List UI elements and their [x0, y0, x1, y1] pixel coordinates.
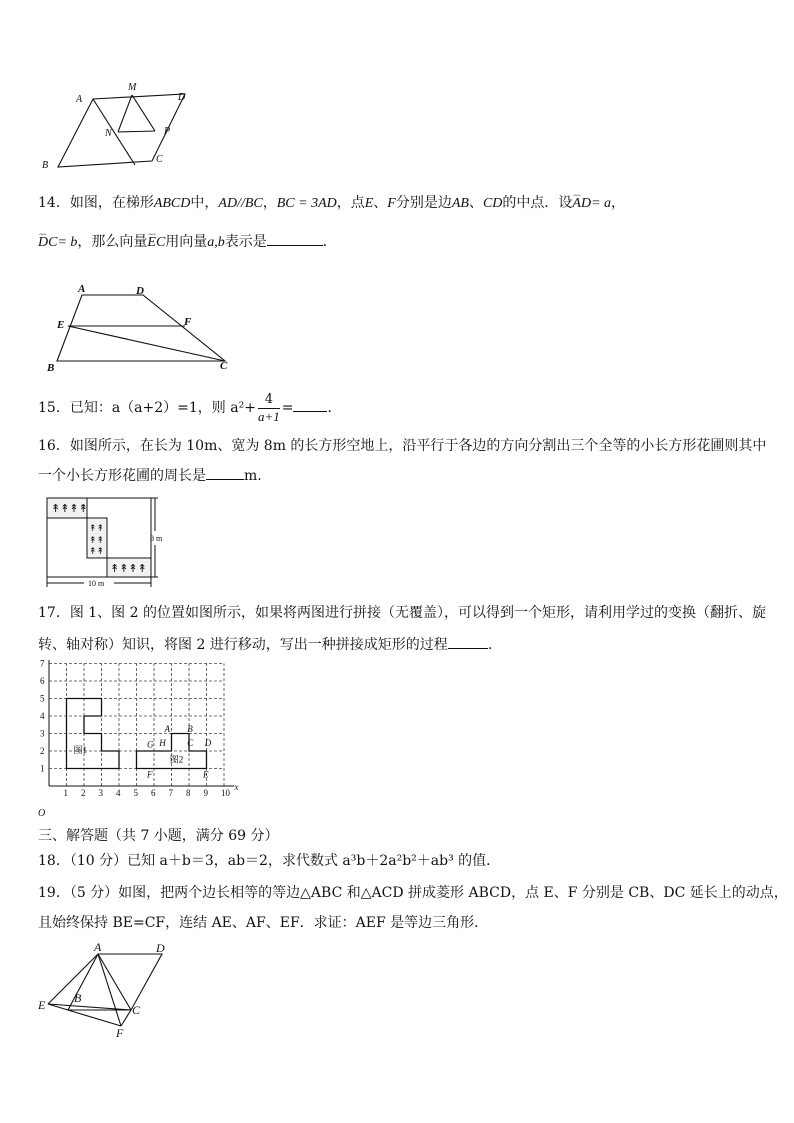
q14-text: ． [322, 234, 337, 250]
point-label-A: A [164, 723, 170, 734]
q14-text: 表示是 [224, 234, 267, 250]
label-E: E [57, 319, 65, 331]
x-tick-label: 9 [203, 788, 208, 798]
point-label-D: D [204, 737, 212, 748]
answer-blank[interactable] [267, 233, 323, 246]
svg-text:↟↟↟↟: ↟↟↟↟ [110, 563, 147, 575]
q16-text: 一个小长方形花圃的周长是 [38, 468, 206, 484]
figure-q19-rhombus [36, 940, 176, 1040]
q14-eq-b: = b [57, 235, 78, 250]
figure-q16-garden [38, 495, 178, 591]
q17-text: . [487, 637, 493, 653]
point-label-C: C [187, 737, 194, 748]
q14-text: 中， [190, 195, 219, 211]
answer-blank[interactable] [448, 636, 488, 649]
svg-text:↟↟: ↟↟ [89, 535, 105, 545]
q14-vectors-ab: a,b [207, 235, 225, 250]
point-label-G: G [147, 739, 154, 750]
label-D: D [136, 285, 144, 297]
question-16-line2 [38, 466, 262, 486]
x-tick-label: 6 [151, 788, 156, 798]
label-A: A [78, 283, 86, 295]
label-D: D [156, 941, 165, 955]
figure-q13-parallelogram [38, 78, 198, 178]
label-F: F [184, 316, 192, 328]
label-E: E [38, 998, 46, 1012]
question-18: 18．（10 分）已知 a＋b＝3，ab＝2，求代数式 a³b＋2a²b²＋ab³ 的值． [38, 853, 501, 869]
q14-vector-ec: ⌢⌢ EC [147, 233, 165, 253]
svg-text:↟↟: ↟↟ [89, 523, 105, 533]
x-tick-label: 4 [116, 788, 121, 798]
question-19-line1: 19．（5 分）如图，把两个边长相等的等边△ABC 和△ACD 拼成菱形 ABCD，点 E、F 分别是 CB、DC 延长上的动点， [38, 885, 788, 901]
figure-2-label: 图2 [169, 754, 184, 765]
figure-1-label: 图1 [73, 744, 88, 755]
origin-label: O [38, 808, 46, 819]
section-3-heading: 三、解答题（共 7 小题，满分 69 分） [38, 828, 279, 844]
question-17-line2 [38, 635, 492, 655]
fraction-numerator: 4 [258, 392, 280, 409]
q14-text: ， [262, 195, 277, 211]
x-axis-label: x [234, 782, 239, 792]
point-label-B: B [187, 723, 193, 734]
q15-text: ． [327, 400, 342, 416]
point-label-H: H [159, 737, 166, 748]
q14-vector-ad: ⌢⌢ AD [572, 194, 591, 214]
q14-relation: BC = 3AD [276, 196, 337, 211]
label-N: N [105, 128, 112, 139]
q14-text: 、 [468, 195, 483, 211]
answer-blank[interactable] [206, 467, 244, 480]
point-label-F: F [147, 769, 153, 780]
question-16-line1: 16．如图所示，在长为 10m、宽为 8m 的长方形空地上，沿平行于各边的方向分割出三个全等的小长方形花圃则其中 [38, 438, 767, 454]
question-19-line2: 且始终保持 BE=CF，连结 AE、AF、EF．求证：AEF 是等边三角形． [38, 915, 489, 931]
label-B: B [74, 991, 82, 1005]
label-C: C [132, 1003, 141, 1017]
figure-q14-trapezoid [38, 280, 238, 376]
label-D: D [178, 92, 186, 103]
svg-text:↟↟↟↟: ↟↟↟↟ [51, 503, 88, 515]
q14-f: F [387, 196, 396, 211]
label-F: F [116, 1026, 124, 1040]
q14-cd: CD [482, 196, 503, 211]
q14-parallel: AD//BC [218, 196, 263, 211]
q14-ab: AB [451, 196, 469, 211]
question-14-line2 [38, 232, 337, 253]
x-tick-label: 3 [98, 788, 103, 798]
q15-text: 15．已知：a（a+2）=1，则 a²+ [38, 400, 256, 416]
y-tick-label: 6 [40, 676, 45, 686]
question-14-line1 [38, 193, 625, 214]
label-B: B [47, 362, 55, 374]
q14-text: 14．如图，在梯形 [38, 195, 154, 211]
q14-text: ， [611, 195, 626, 211]
x-tick-label: 1 [63, 788, 68, 798]
point-label-E: E [203, 769, 209, 780]
y-tick-label: 1 [40, 763, 45, 774]
q14-text: 用向量 [165, 234, 208, 250]
y-tick-label: 4 [40, 711, 45, 721]
q14-eq-a: = a [591, 196, 612, 211]
q14-e: E [364, 196, 374, 211]
q17-text: 转、轴对称）知识，将图 2 进行移动，写出一种拼接成矩形的过程 [38, 637, 448, 653]
figure-q17-grid [34, 660, 244, 820]
q15-text: = [281, 400, 294, 416]
q15-fraction [258, 392, 280, 425]
x-tick-label: 2 [81, 788, 86, 798]
height-label: 8 m [150, 534, 163, 543]
question-15 [38, 390, 341, 426]
question-17-line1: 17．图 1、图 2 的位置如图所示，如果将两图进行拼接（无覆盖），可以得到一个矩形，请利用学过的变换（翻折、旋 [38, 605, 766, 621]
label-A: A [94, 940, 102, 954]
label-P: P [164, 126, 171, 137]
x-tick-label: 8 [186, 788, 191, 798]
y-tick-label: 7 [40, 660, 45, 669]
q14-text: ，点 [336, 195, 365, 211]
x-tick-label: 7 [168, 788, 173, 798]
q14-abcd: ABCD [153, 196, 191, 211]
x-tick-label: 5 [133, 788, 138, 798]
y-tick-label: 5 [40, 693, 45, 704]
label-C: C [156, 154, 163, 165]
label-C: C [220, 360, 228, 372]
label-M: M [128, 82, 137, 93]
width-label: 10 m [88, 579, 105, 588]
q14-text: 分别是边 [395, 195, 452, 211]
answer-blank[interactable] [293, 399, 327, 412]
label-B: B [42, 160, 49, 171]
q14-text: ，那么向量 [77, 234, 148, 250]
y-tick-label: 3 [40, 728, 45, 739]
x-tick-label: 10 [221, 788, 230, 798]
q14-text: 的中点．设 [502, 195, 573, 211]
svg-text:↟↟: ↟↟ [89, 546, 105, 556]
q14-text: 、 [373, 195, 388, 211]
q16-text: m. [244, 468, 262, 484]
label-A: A [76, 94, 83, 105]
q14-vector-dc: ⌢⌢ DC [38, 233, 57, 253]
y-tick-label: 2 [40, 746, 45, 756]
fraction-denominator: a+1 [257, 408, 280, 424]
